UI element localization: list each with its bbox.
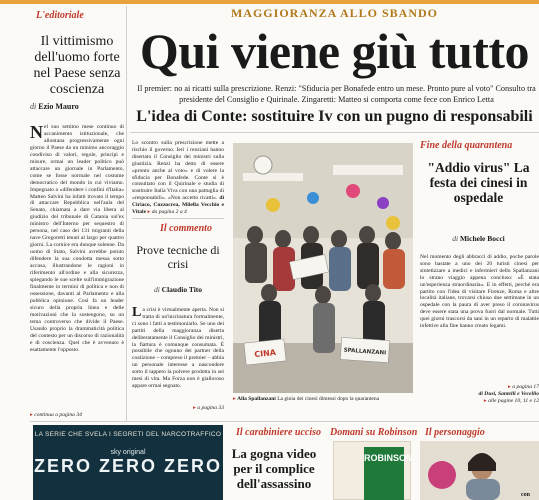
right-byline-prefix: di — [452, 234, 459, 243]
ad-title: ZERO ZERO ZERO — [33, 456, 222, 476]
bottom-title-carabiniere[interactable]: La gogna video per il complice dell'assassino — [231, 446, 317, 491]
book-cover — [364, 447, 413, 500]
right-continue-1: a pagina 17 — [512, 384, 539, 390]
editorial-column — [30, 6, 124, 422]
lead-body-text: Lo scontro sulla prescrizione mette a rischio il governo. Ieri i renziani hanno disertato il Consiglio dei ministri sulla giustizia. Renzi ha detto di essere «pronto anche al voto» e di volere la sfiducia per Bonafede. Conte si è consultato con il Quirinale e studia di sostituire Italia Viva con una pattuglia di «responsabili». «Non accetto ricatti». — [132, 140, 224, 202]
bottom-divider — [30, 421, 539, 422]
right-continue-2: alle pagine 10, 11 e 12 — [488, 398, 539, 404]
headline-summary: Il premier: no ai ricatti sulla prescrizione. Renzi: "Sfiducia per Bonafede entro un mese. Pronto pure al voto" Consulto tra presidente del Consiglio e Quirinale. Zingaretti: Matteo si comporta come fece con Enrico Letta — [137, 84, 536, 104]
comment-title[interactable]: Prove tecniche di crisi — [136, 243, 220, 271]
subheadline[interactable]: L'idea di Conte: sostituire Iv con un pugno di responsabili — [136, 108, 533, 125]
right-byline — [418, 234, 539, 243]
corner-tag: con — [521, 492, 530, 498]
comment-continue-text: a pagina 33 — [197, 405, 224, 411]
right-author: Michele Bocci — [459, 234, 505, 243]
comment-author: Claudio Tito — [161, 285, 203, 294]
right-body: Nel momento degli abbracci di addio, poche parole sono bastate a uno dei 20 turisti cinesi per sintetizzare a medici e infermieri dello Spallanzani lo strano viaggio appena concluso: «È stata un'esperienza straordinaria». E in effetti, perché era partito con l'idea di visitare Firenze, Roma e altre località italiane, trovarsi chiuso due settimane in un ospedale con la paura di aver preso il coronavirus deve essere stata una prova fuori dal normale. Tutti quei giorni trascorsi da sani in un reparto di malattie infettive alla fine hanno creato legami. — [420, 254, 539, 330]
editorial-drop-cap: N — [30, 122, 43, 142]
arrow-right-icon: ▸ — [193, 405, 196, 411]
section-divider — [130, 132, 539, 133]
column-divider — [126, 6, 127, 422]
robinson-promo[interactable] — [333, 441, 411, 500]
editorial-body-text: el suo settimo mese continuo di accanimento istituzionale, che allontana progressivamente ogni giorno il Paese da un minimo ancoraggio condiviso di valori, regole, principi e misure, ormai un leader politico può attaccare un giornale in Parlamento, come se fosse normale nel costume democratico del mondo in cui viviamo. Impegnato a «difendere i confini d'Italia» Matteo Salvini ha infatti trovato il tempo di attaccare Repubblica nell'aula del Senato, chiamata a dare via libera al giudizio del tribunale di Catania sul'ex ministro dell'Interno per sequestro di persona, nel caso dei 131 migranti della nave Gregoretti tenuti al largo per quattro giorni. La cornice era dunque solenne. Da uomo di Stato, Salvini avrebbe potuto difendere la sua condotta messa sotto accusa, illustrandone le ragioni in riferimento all'ordine e alla sicurezza, spiegando le sue scelte sull'immigrazione finalmente in termini di politica e non di ossessione, davanti al Parlamento e alla pubblica opinione. Così fa un leader sicuro della propria linea e delle motivazioni che la sostengono, su un tema controverso che divide il Paese. Usando proprio la drammaticità politica del contesto per un discorso di razionalità e di coscienza. Quel che è avvenuto è esattamente l'opposto. — [30, 124, 124, 353]
comment-body — [132, 307, 224, 390]
book-name: ROBINSON — [364, 453, 413, 463]
comment-body-text: a crisi è virtualmente aperta. Non si tratta di un'incrinatura formalmente, ci sono i fatti a testimoniarlo. Se uno dei partiti della maggioranza diserta deliberatamente il Consiglio dei ministri, la fiattura è comunque consumata. È possibile che ognuno dei partner della coalizione – compreso il premier – abbia un personale interesse a nascondere sotto il tappeto la polvere prodotta in sei mesi di vita. Ma Forza non è gialloroso appare ormai segnato. — [132, 307, 224, 389]
editorial-author: Ezio Mauro — [38, 102, 79, 111]
photo-caption-text: La gioia dei cinesi dimessi dopo la quarantena — [277, 396, 380, 402]
ad-brand: sky original — [110, 449, 146, 456]
comment-byline-prefix: di — [153, 285, 160, 294]
right-rubric: Fine della quarantena — [420, 140, 513, 151]
editorial-rubric: L'editoriale — [36, 10, 84, 21]
arrow-right-icon: ▸ — [508, 384, 511, 390]
kicker: MAGGIORANZA ALLO SBANDO — [230, 6, 439, 20]
comment-rubric: Il commento — [160, 223, 212, 234]
lead-continue[interactable]: da pagina 2 a 4 — [151, 209, 187, 216]
editorial-byline-prefix: di — [30, 102, 37, 111]
lead-body — [132, 140, 224, 216]
comment-byline — [132, 285, 224, 294]
arrow-right-icon: ▸ — [30, 412, 33, 418]
lead-column — [132, 140, 224, 216]
arrow-right-icon: ▸ — [233, 396, 236, 402]
advertisement[interactable] — [33, 425, 223, 500]
main-headline[interactable]: Qui viene giù tutto — [139, 23, 530, 79]
comment-divider — [132, 218, 224, 219]
news-photo[interactable] — [233, 143, 413, 393]
lead-byline: di Ciriaco, Cuzzocrea, Milella Vecchio e Vitale — [132, 195, 224, 216]
arrow-right-icon: ▸ — [483, 398, 487, 404]
ad-tagline: LA SERIE CHE SVELA I SEGRETI DEL NARCOTRAFFICO — [34, 431, 222, 438]
editorial-body — [30, 124, 124, 353]
photo-sign-cina: CINA — [253, 347, 277, 360]
right-title[interactable]: "Addio virus" La festa dei cinesi in ospedale — [427, 160, 530, 205]
comment-continue[interactable] — [132, 405, 224, 411]
bottom-rubric-personaggio: Il personaggio — [425, 427, 485, 438]
arrow-right-icon: ▸ — [147, 209, 151, 216]
editorial-title[interactable]: Il vittimismo dell'uomo forte nel Paese senza coscienza — [33, 34, 121, 97]
right-continue[interactable] — [420, 384, 539, 405]
bottom-rubric-robinson: Domani su Robinson — [330, 427, 418, 438]
top-accent-bar — [0, 0, 539, 4]
editorial-byline — [30, 102, 124, 111]
photo-illustration — [233, 143, 413, 393]
right-continue-authors: di Dusi, Santelli e Vecellio — [478, 391, 539, 397]
photo-caption — [233, 396, 413, 403]
photo-caption-author: Alla Spallanzani — [237, 396, 276, 402]
bottom-rubric-carabiniere: Il carabiniere ucciso — [236, 427, 321, 438]
editorial-continue[interactable] — [30, 412, 124, 418]
photo-sign-spallanzani: SPALLANZANI — [343, 347, 387, 357]
editorial-continue-text: continua a pagina 34 — [34, 412, 82, 418]
comment-drop-cap: L — [132, 305, 142, 320]
